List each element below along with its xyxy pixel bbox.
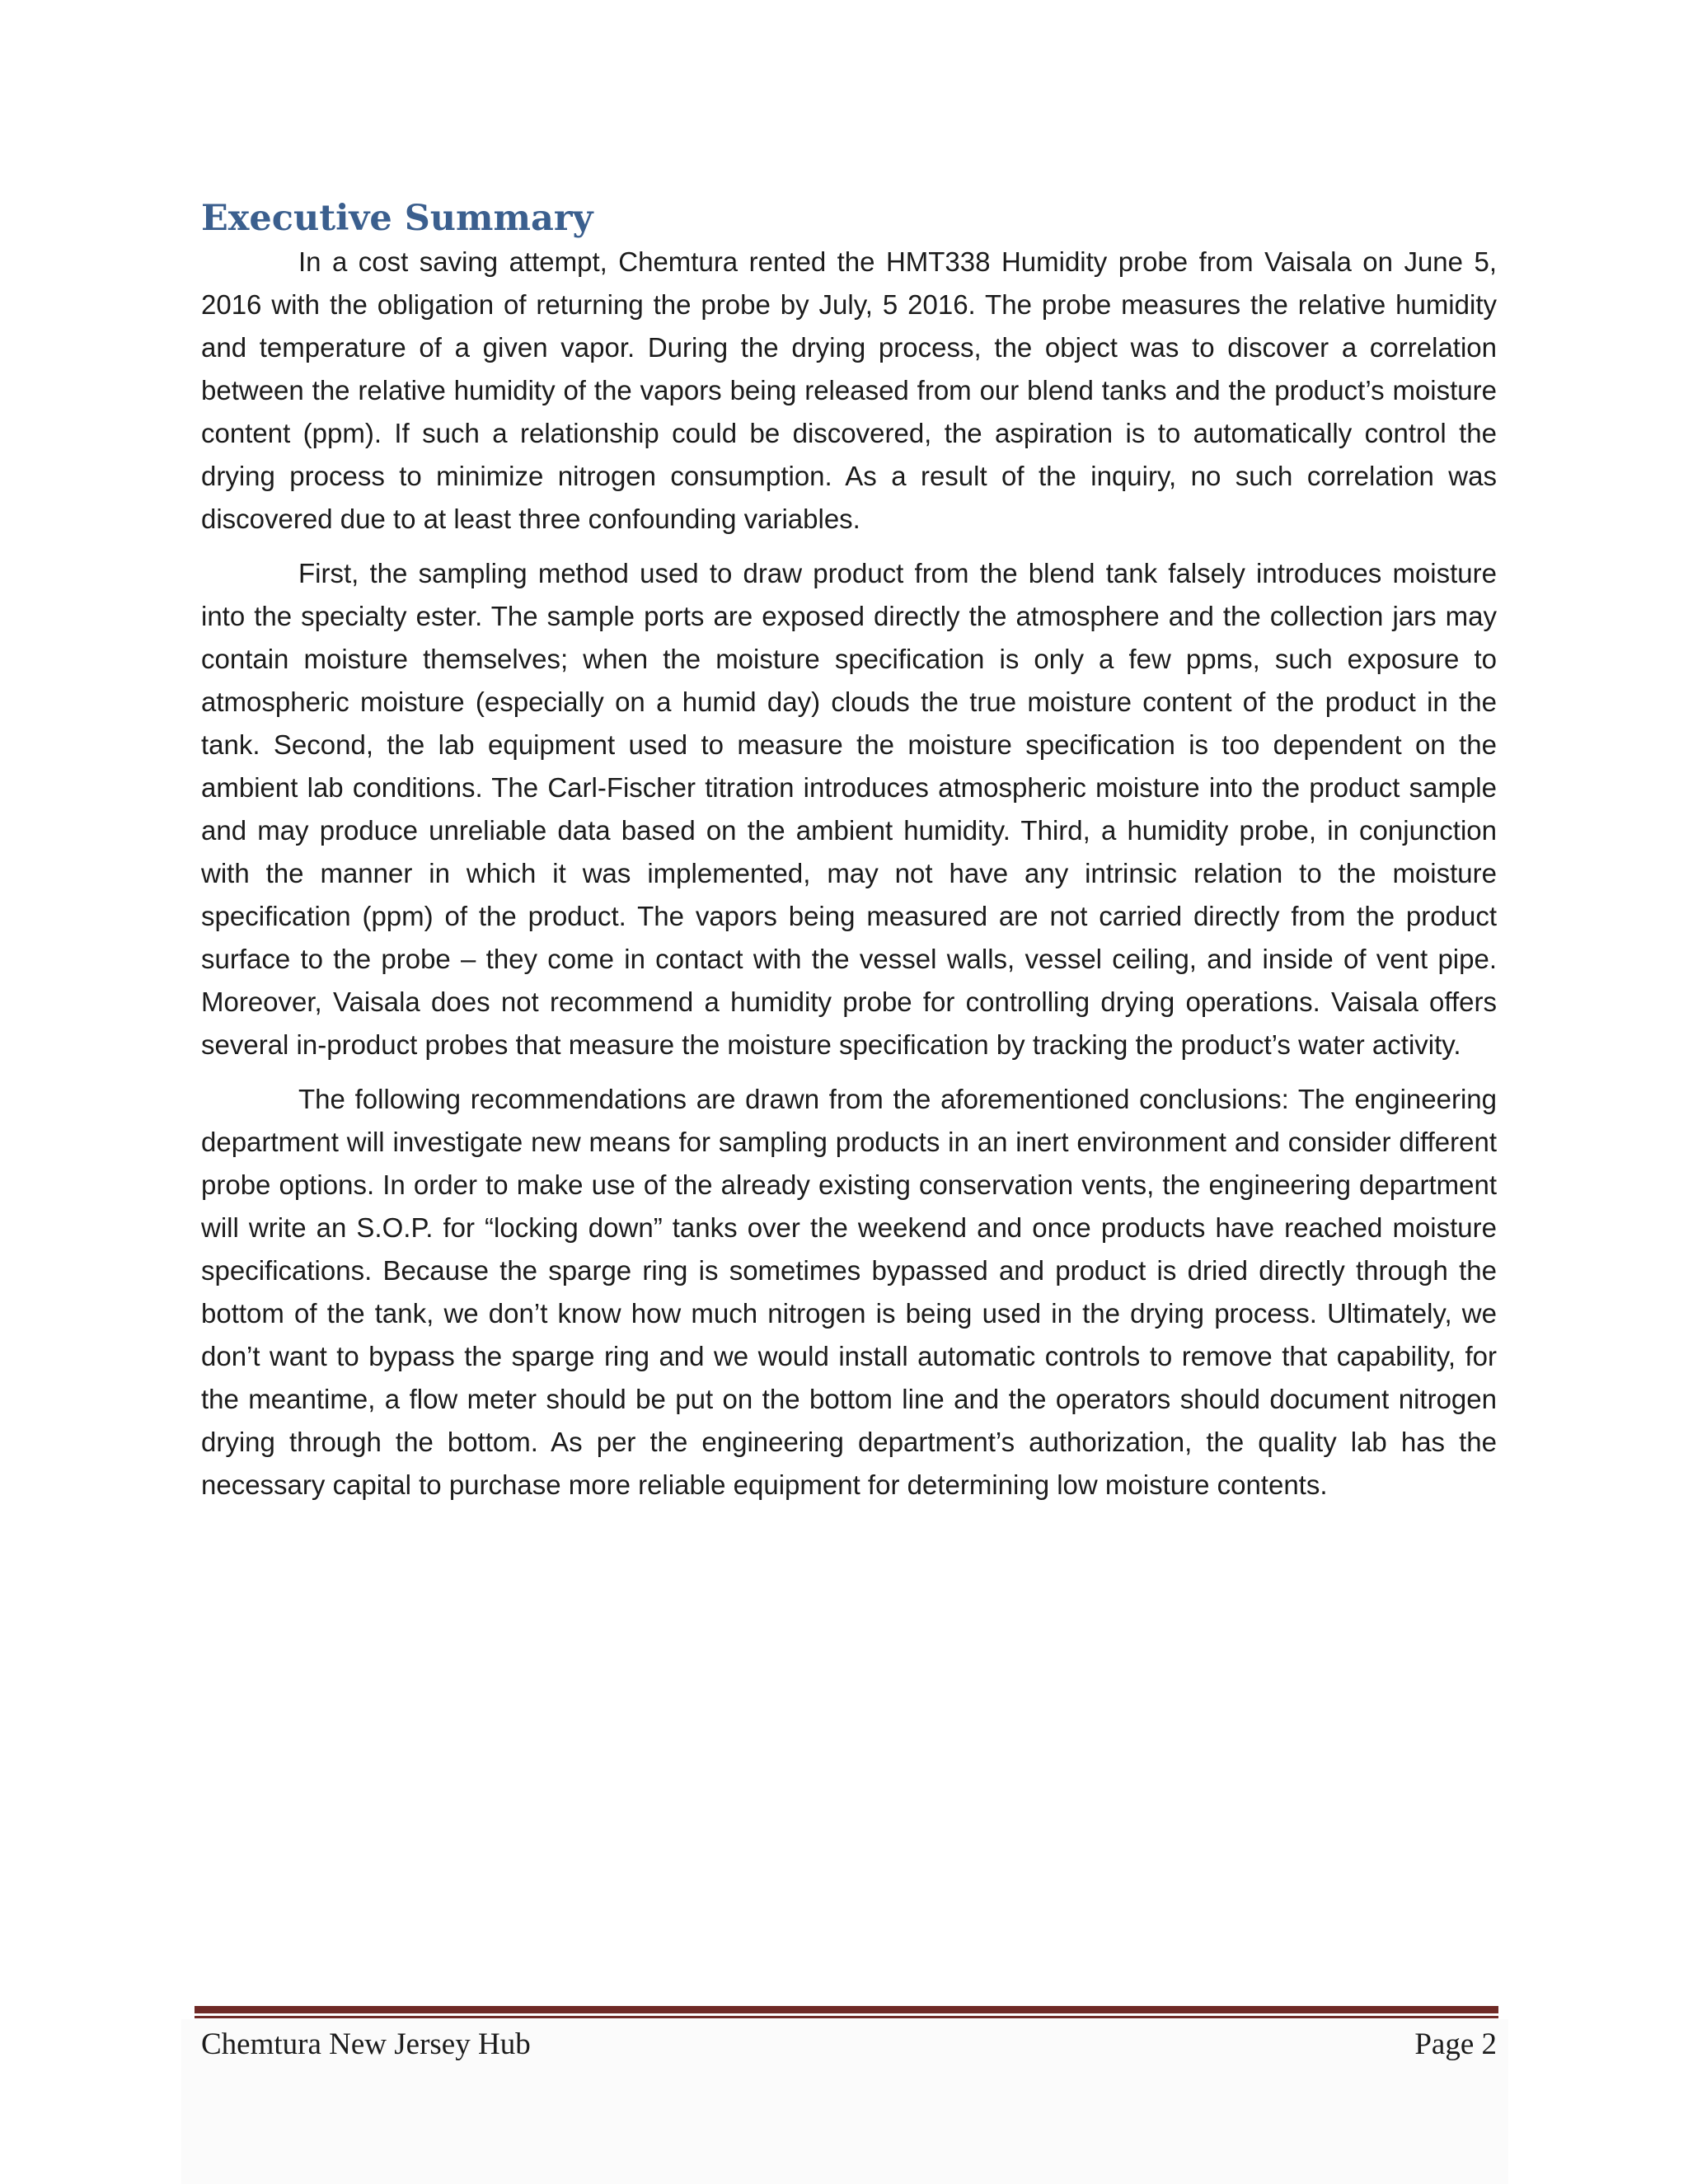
section-heading: Executive Summary — [201, 198, 593, 239]
footer-page-number: Page 2 — [1414, 2027, 1497, 2061]
footer-rule-thin — [195, 2016, 1498, 2018]
footer-organization: Chemtura New Jersey Hub — [201, 2027, 531, 2061]
footer-rule-thick — [195, 2006, 1498, 2013]
page-footer — [201, 2021, 1497, 2067]
paragraph-intro: In a cost saving attempt, Chemtura rented the HMT338 Humidity probe from Vaisala on June 5, 2016 with the obligation of returning the probe by July, 5 2016. The probe measures the relative humidity and temperature of a given vapor. During the drying process, the object was to discover a correlation between the relative humidity of the vapors being released from our blend tanks and the product’s moisture content (ppm). If such a relationship could be discovered, the aspiration is to automatically control the drying process to minimize nitrogen consumption. As a result of the inquiry, no such correlation was discovered due to at least three confounding variables. — [201, 246, 1497, 534]
document-body — [201, 198, 1497, 1518]
paragraph-recommendations: The following recommendations are drawn from the aforementioned conclusions: The engineering department will investigate new means for sampling products in an inert environment and consider different probe options. In order to make use of the already existing conservation vents, the engineering department will write an S.O.P. for “locking down” tanks over the weekend and once products have reached moisture specifications. Because the sparge ring is sometimes bypassed and product is dried directly through the bottom of the tank, we don’t know how much nitrogen is being used in the drying process. Ultimately, we don’t want to bypass the sparge ring and we would install automatic controls to remove that capability, for the meantime, a flow meter should be put on the bottom line and the operators should document nitrogen drying through the bottom. As per the engineering department’s authorization, the quality lab has the necessary capital to purchase more reliable equipment for determining low moisture contents. — [201, 1083, 1497, 1500]
paragraph-variables: First, the sampling method used to draw product from the blend tank falsely introduces moisture into the specialty ester. The sample ports are exposed directly the atmosphere and the collection jars may contain moisture themselves; when the moisture specification is only a few ppms, such exposure to atmospheric moisture (especially on a humid day) clouds the true moisture content of the product in the tank. Second, the lab equipment used to measure the moisture specification is too dependent on the ambient lab conditions. The Carl-Fischer titration introduces atmospheric moisture into the product sample and may produce unreliable data based on the ambient humidity. Third, a humidity probe, in conjunction with the manner in which it was implemented, may not have any intrinsic relation to the moisture specification (ppm) of the product. The vapors being measured are not carried directly from the product surface to the probe – they come in contact with the vessel walls, vessel ceiling, and inside of vent pipe. Moreover, Vaisala does not recommend a humidity probe for controlling drying operations. Vaisala offers several in-product probes that measure the moisture specification by tracking the product’s water activity. — [201, 557, 1497, 1060]
